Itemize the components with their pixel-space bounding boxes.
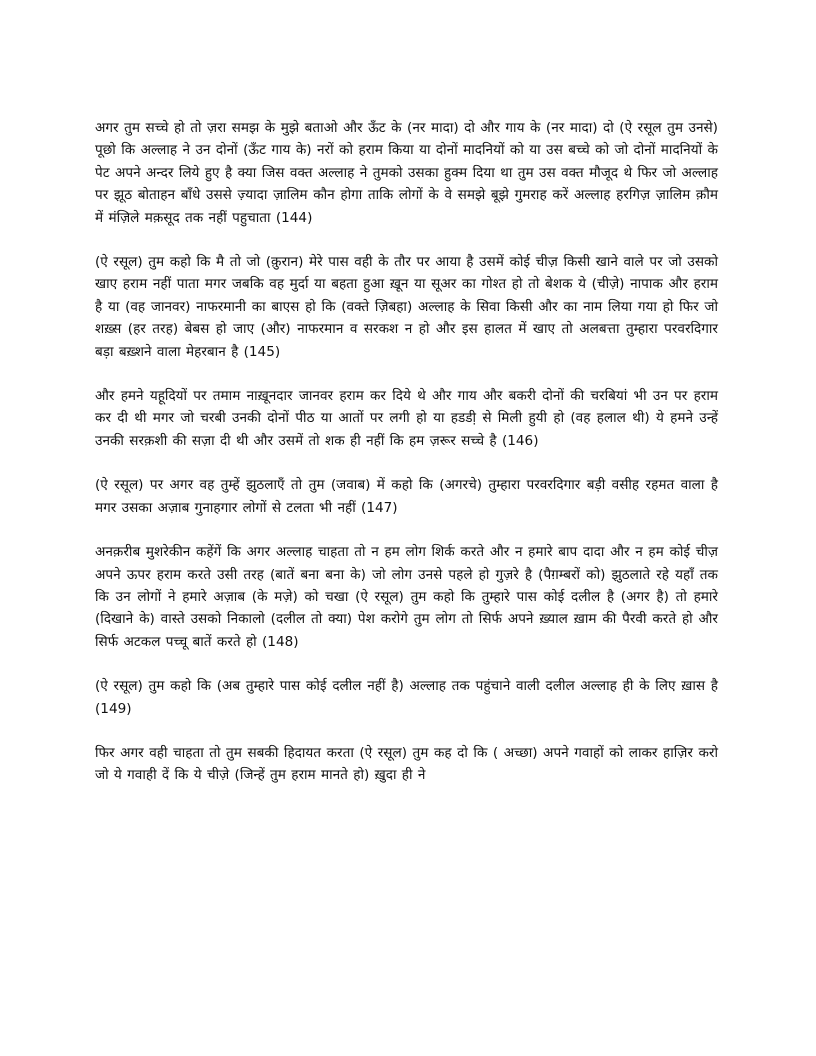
paragraph-verse-150-partial: फिर अगर वही चाहता तो तुम सबकी हिदायत करता (ऐ रसूल) तुम कह दो कि ( अच्छा) अपने गवाहों को लाकर हाज़िर करो जो ये गवाही दें कि ये चीजे़ (जिन्हें तुम हराम मानते हो) ख़ुदा ही ने: [95, 744, 718, 784]
paragraph-verse-148: अनक़रीब मुशरेकीन कहेंगें कि अगर अल्लाह चाहता तो न हम लोग शिर्क करते और न हमारे बाप दादा और न हम कोई चीज़ अपने ऊपर हराम करते उसी तरह (बातें बना बना के) जो लोग उनसे पहले हो गुज़रे है (पैग़म्बरों को) झुठलाते रहे यहाँ तक कि उन लोगों ने हमारे अज़ाब (के मजे़) को चखा (ऐ रसूल) तुम कहो कि तुम्हारे पास कोई दलील है (अगर है) तो हमारे (दिखाने के) वास्ते उसको निकालो (दलील तो क्या) पेश करोगे तुम लोग तो सिर्फ अपने ख़्याल ख़ाम की पैरवी करते हो और सिर्फ अटकल पच्चू बातें करते हो (148): [95, 544, 718, 650]
document-page: [95, 117, 718, 809]
paragraph-verse-147: (ऐ रसूल) पर अगर वह तुम्हें झुठलाएँ तो तुम (जवाब) में कहो कि (अगरचे) तुम्हारा परवरदिगार बड़ी वसीह रहमत वाला है मगर उसका अज़ाब गुनाहगार लोगों से टलता भी नहीं (147): [95, 477, 718, 516]
paragraph-verse-145: (ऐ रसूल) तुम कहो कि मै तो जो (क़ुरान) मेरे पास वही के तौर पर आया है उसमें कोई चीज़ किसी खाने वाले पर जो उसको खाए हराम नहीं पाता मगर जबकि वह मुर्दा या बहता हुआ ख़ून या सूअर का गोश्त हो तो बेशक ये (चीजे़) नापाक और हराम है या (वह जानवर) नाफरमानी का बाएस हो कि (वक्ते ज़िबहा) अल्लाह के सिवा किसी और का नाम लिया गया हो फिर जो शख़्स (हर तरह) बेबस हो जाए (और) नाफरमान व सरकश न हो और इस हालत में खाए तो अलबत्ता तुम्हारा परवरदिगार बड़ा बख़्शने वाला मेहरबान है (145): [95, 254, 718, 360]
paragraph-verse-146: और हमने यहूदियों पर तमाम नाख़ूनदार जानवर हराम कर दिये थे और गाय और बकरी दोनों की चरबियां भी उन पर हराम कर दी थी मगर जो चरबी उनकी दोनों पीठ या आतों पर लगी हो या हडडी़ से मिली हुयी हो (वह हलाल थी) ये हमने उन्हें उनकी सरक़शी की सज़ा दी थी और उसमें तो शक ही नहीं कि हम ज़रूर सच्चे है (146): [95, 388, 718, 449]
paragraph-verse-149: (ऐ रसूल) तुम कहो कि (अब तुम्हारे पास कोई दलील नहीं है) अल्लाह तक पहुंचाने वाली दलील अल्लाह ही के लिए ख़ास है (149): [95, 678, 718, 717]
paragraph-verse-144: अगर तुम सच्चे हो तो ज़रा समझ के मुझे बताओ और ऊँट के (नर मादा) दो और गाय के (नर मादा) दो (ऐ रसूल तुम उनसे) पूछो कि अल्लाह ने उन दोनों (ऊँट गाय के) नरों को हराम किया या दोनों मादनियों को या उस बच्चे को जो दोनों मादनियों के पेट अपने अन्दर लिये हुए है क्या जिस वक्त अल्लाह ने तुमको उसका हुक्म दिया था तुम उस वक्त मौजूद थे फिर जो अल्लाह पर झूठ बोताहन बाँधे उससे ज़्यादा ज़ालिम कौन होगा ताकि लोगों के वे समझे बूझे गुमराह करें अल्लाह हरगिज़ ज़ालिम क़ौम में मंज़िले मक़सूद तक नहीं पहुचाता (144): [95, 120, 719, 226]
